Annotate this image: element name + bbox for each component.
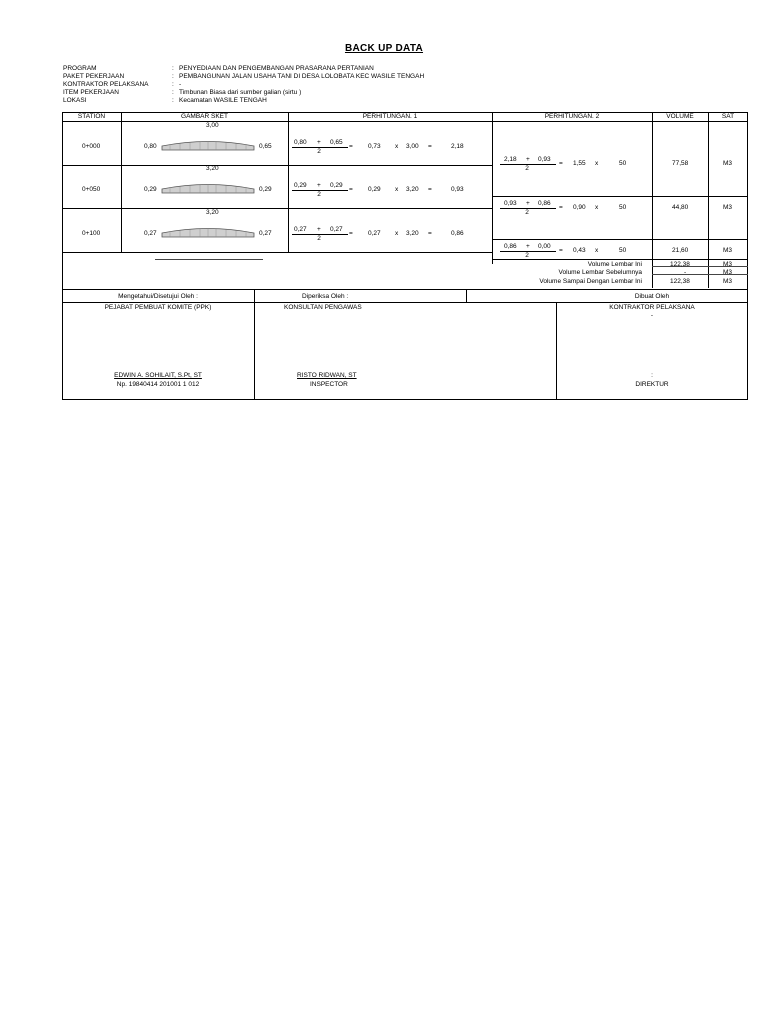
- consultant-name: RISTO RIDWAN, ST: [297, 372, 357, 379]
- volume-value: 44,80: [672, 204, 689, 211]
- made-by-label: Dibuat Oleh: [634, 293, 670, 300]
- calc1-b: 0,65: [330, 139, 343, 146]
- station-label: 0+100: [82, 230, 101, 237]
- header-sep: :: [172, 97, 174, 104]
- calc1-avg: 0,27: [368, 230, 381, 237]
- total-unit: M3: [723, 278, 733, 285]
- approved-by-label: Mengetahui/Disetujui Oleh :: [118, 293, 198, 300]
- sketch-top-width: 3,00: [206, 122, 219, 129]
- calc2-div: 2: [525, 252, 529, 259]
- header-sep: :: [172, 81, 174, 88]
- calc1-a: 0,29: [294, 182, 307, 189]
- col-header-calc1: PERHITUNGAN. 1: [362, 113, 418, 120]
- calc1-result: 0,86: [451, 230, 464, 237]
- calc2-div: 2: [525, 209, 529, 216]
- calc1-op: +: [317, 139, 321, 146]
- sketch-left-depth: 0,29: [144, 186, 157, 193]
- calc1-result: 0,93: [451, 186, 464, 193]
- calc1-x: x: [395, 230, 399, 237]
- document-title: BACK UP DATA: [344, 43, 424, 54]
- calc2-length: 50: [619, 160, 627, 167]
- sketch-right-depth: 0,29: [259, 186, 272, 193]
- header-label-paket: PAKET PEKERJAAN: [63, 73, 125, 80]
- calculation-table: [62, 112, 748, 400]
- sketch-left-depth: 0,80: [144, 143, 157, 150]
- calc1-div: 2: [317, 191, 321, 198]
- consultant-title: KONSULTAN PENGAWAS: [284, 304, 362, 311]
- header-value-program: PENYEDIAAN DAN PENGEMBANGAN PRASARANA PERTANIAN: [179, 65, 374, 72]
- calc1-avg: 0,29: [368, 186, 381, 193]
- calc2-eq: =: [559, 204, 563, 211]
- calc1-result: 2,18: [451, 143, 464, 150]
- calc1-b: 0,29: [330, 182, 343, 189]
- calc2-x: x: [595, 247, 599, 254]
- calc1-width: 3,20: [406, 186, 419, 193]
- col-header-calc2: PERHITUNGAN. 2: [544, 113, 600, 120]
- calc1-div: 2: [317, 148, 321, 155]
- calc2-x: x: [595, 160, 599, 167]
- calc1-op: +: [317, 226, 321, 233]
- calc2-b: 0,93: [538, 156, 551, 163]
- calc2-x: x: [595, 204, 599, 211]
- header-label-item: ITEM PEKERJAAN: [63, 89, 119, 96]
- calc2-a: 2,18: [504, 156, 517, 163]
- sketch-left-depth: 0,27: [144, 230, 157, 237]
- calc2-b: 0,00: [538, 243, 551, 250]
- calc2-op: +: [526, 243, 530, 250]
- calc1-width: 3,00: [406, 143, 419, 150]
- total-value: 122,38: [670, 278, 690, 285]
- calc2-a: 0,93: [504, 200, 517, 207]
- volume-value: 77,58: [672, 160, 689, 167]
- header-label-program: PROGRAM: [63, 65, 97, 72]
- calc2-div: 2: [525, 165, 529, 172]
- volume-value: 21,60: [672, 247, 689, 254]
- calc1-eq2: =: [428, 143, 432, 150]
- header-value-paket: PEMBANGUNAN JALAN USAHA TANI DI DESA LOLOBATA KEC WASILE TENGAH: [179, 73, 425, 80]
- contractor-name: :: [651, 372, 653, 379]
- calc2-a: 0,86: [504, 243, 517, 250]
- volume-unit: M3: [723, 160, 733, 167]
- contractor-title: KONTRAKTOR PELAKSANA: [609, 304, 695, 311]
- header-label-lokasi: LOKASI: [63, 97, 87, 104]
- calc2-length: 50: [619, 247, 627, 254]
- sketch-right-depth: 0,65: [259, 143, 272, 150]
- col-header-unit: SAT: [721, 113, 735, 120]
- calc2-avg: 1,55: [573, 160, 586, 167]
- calc2-op: +: [526, 156, 530, 163]
- cross-section-sketch: [160, 179, 256, 195]
- header-sep: :: [172, 89, 174, 96]
- total-label: Volume Sampai Dengan Lembar Ini: [539, 278, 642, 285]
- calc2-b: 0,86: [538, 200, 551, 207]
- cross-section-sketch: [160, 136, 256, 152]
- calc1-eq: =: [349, 186, 353, 193]
- volume-unit: M3: [723, 204, 733, 211]
- header-label-kontraktor: KONTRAKTOR PELAKSANA: [63, 81, 149, 88]
- calc1-a: 0,27: [294, 226, 307, 233]
- total-value: -: [684, 269, 687, 276]
- calc1-eq: =: [349, 230, 353, 237]
- calc2-avg: 0,43: [573, 247, 586, 254]
- col-header-station: STATION: [77, 113, 106, 120]
- calc1-div: 2: [317, 235, 321, 242]
- sketch-right-depth: 0,27: [259, 230, 272, 237]
- total-unit: M3: [723, 269, 733, 276]
- calc1-avg: 0,73: [368, 143, 381, 150]
- calc2-eq: =: [559, 160, 563, 167]
- calc2-length: 50: [619, 204, 627, 211]
- calc1-x: x: [395, 186, 399, 193]
- ppk-name: EDWIN A. SOHILAIT, S.Pt, ST: [114, 372, 202, 379]
- calc1-b: 0,27: [330, 226, 343, 233]
- calc1-eq2: =: [428, 230, 432, 237]
- total-label: Volume Lembar Ini: [587, 261, 642, 268]
- station-label: 0+050: [82, 186, 101, 193]
- col-header-sketch: GAMBAR SKET: [181, 113, 228, 120]
- sketch-top-width: 3,20: [206, 165, 219, 172]
- consultant-role: INSPECTOR: [310, 381, 348, 388]
- contractor-subtitle: -: [650, 312, 654, 319]
- volume-unit: M3: [723, 247, 733, 254]
- header-value-kontraktor: -: [179, 81, 182, 88]
- calc1-eq: =: [349, 143, 353, 150]
- calc2-op: +: [526, 200, 530, 207]
- cross-section-sketch: [160, 223, 256, 239]
- checked-by-label: Diperiksa Oleh :: [302, 293, 349, 300]
- calc2-eq: =: [559, 247, 563, 254]
- col-header-volume: VOLUME: [666, 113, 694, 120]
- calc2-avg: 0,90: [573, 204, 586, 211]
- calc1-a: 0,80: [294, 139, 307, 146]
- ppk-title: PEJABAT PEMBUAT KOMITE (PPK): [104, 304, 212, 311]
- header-sep: :: [172, 73, 174, 80]
- calc1-op: +: [317, 182, 321, 189]
- calc1-eq2: =: [428, 186, 432, 193]
- calc1-x: x: [395, 143, 399, 150]
- header-value-lokasi: Kecamatan WASILE TENGAH: [179, 97, 267, 104]
- ppk-nip: Np. 19840414 201001 1 012: [116, 381, 200, 388]
- header-value-item: Timbunan Biasa dari sumber galian (sirtu ): [179, 89, 302, 96]
- contractor-role: DIREKTUR: [635, 381, 669, 388]
- header-sep: :: [172, 65, 174, 72]
- station-label: 0+000: [82, 143, 101, 150]
- calc1-width: 3,20: [406, 230, 419, 237]
- total-label: Volume Lembar Sebelumnya: [558, 269, 642, 276]
- sketch-top-width: 3,20: [206, 209, 219, 216]
- total-unit: M3: [723, 261, 733, 268]
- total-value: 122,38: [670, 261, 690, 268]
